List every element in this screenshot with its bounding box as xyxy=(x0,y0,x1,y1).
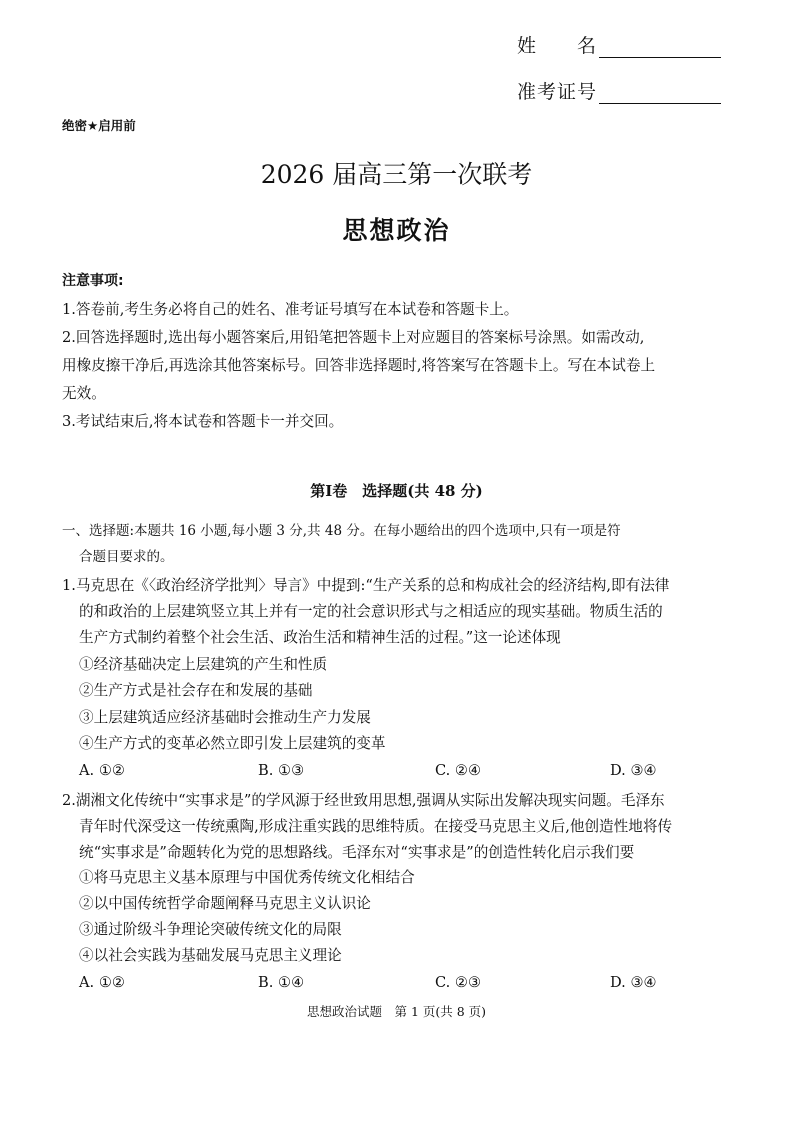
confidential-mark: 绝密★启用前 xyxy=(62,118,136,133)
note-item: 2.回答选择题时,选出每小题答案后,用铅笔把答题卡上对应题目的答案标号涂黑。如需改动, xyxy=(62,329,645,346)
statement: ①经济基础决定上层建筑的产生和性质 xyxy=(79,656,328,673)
question-stem: 2.湖湘文化传统中“实事求是”的学风源于经世致用思想,强调从实际出发解决现实问题。毛泽东 xyxy=(62,792,665,809)
name-blank xyxy=(599,41,721,58)
question-stem: 统“实事求是”命题转化为党的思想路线。毛泽东对“实事求是”的创造性转化启示我们要 xyxy=(79,844,635,861)
exam-title: 2026 届高三第一次联考 xyxy=(260,160,533,189)
statement: ②生产方式是社会存在和发展的基础 xyxy=(79,682,313,699)
option-a: A. ①② xyxy=(79,974,125,991)
name-field xyxy=(517,31,721,58)
id-label: 准考证号 xyxy=(517,81,598,103)
page-footer: 思想政治试题 第 1 页(共 8 页) xyxy=(306,1004,487,1019)
id-blank xyxy=(599,87,721,104)
option-b: B. ①④ xyxy=(258,974,305,991)
id-field xyxy=(517,77,721,104)
statement: ③上层建筑适应经济基础时会推动生产力发展 xyxy=(79,709,371,726)
instructions-line: 一、选择题:本题共 16 小题,每小题 3 分,共 48 分。在每小题给出的四个选项中,只有一项是符 xyxy=(62,523,621,539)
name-label: 姓 名 xyxy=(517,35,598,57)
question-stem: 1.马克思在《〈政治经济学批判〉导言》中提到:“生产关系的总和构成社会的经济结构,即有法律 xyxy=(62,577,670,594)
instructions-line: 合题目要求的。 xyxy=(79,549,174,565)
notes-heading: 注意事项: xyxy=(62,273,124,289)
statement: ④生产方式的变革必然立即引发上层建筑的变革 xyxy=(79,735,386,752)
statement: ①将马克思主义基本原理与中国优秀传统文化相结合 xyxy=(79,869,415,886)
note-item: 1.答卷前,考生务必将自己的姓名、准考证号填写在本试卷和答题卡上。 xyxy=(62,301,519,318)
question-stem: 生产方式制约着整个社会生活、政治生活和精神生活的过程。”这一论述体现 xyxy=(79,629,561,646)
statement: ④以社会实践为基础发展马克思主义理论 xyxy=(79,947,342,964)
subject-title: 思想政治 xyxy=(342,216,451,245)
option-c: C. ②④ xyxy=(435,762,482,779)
option-d: D. ③④ xyxy=(610,974,657,991)
question-stem: 青年时代深受这一传统熏陶,形成注重实践的思维特质。在接受马克思主义后,他创造性地将传 xyxy=(79,818,673,835)
option-d: D. ③④ xyxy=(610,762,657,779)
statement: ②以中国传统哲学命题阐释马克思主义认识论 xyxy=(79,895,371,912)
note-item: 3.考试结束后,将本试卷和答题卡一并交回。 xyxy=(62,413,344,430)
note-item: 无效。 xyxy=(62,385,106,402)
question-stem: 的和政治的上层建筑竖立其上并有一定的社会意识形式与之相适应的现实基础。物质生活的 xyxy=(79,603,663,620)
option-c: C. ②③ xyxy=(435,974,482,991)
section-title: 第Ⅰ卷 选择题(共 48 分) xyxy=(310,482,483,500)
statement: ③通过阶级斗争理论突破传统文化的局限 xyxy=(79,921,342,938)
option-b: B. ①③ xyxy=(258,762,305,779)
note-item: 用橡皮擦干净后,再选涂其他答案标号。回答非选择题时,将答案写在答题卡上。写在本试卷上 xyxy=(62,357,656,374)
option-a: A. ①② xyxy=(79,762,125,779)
